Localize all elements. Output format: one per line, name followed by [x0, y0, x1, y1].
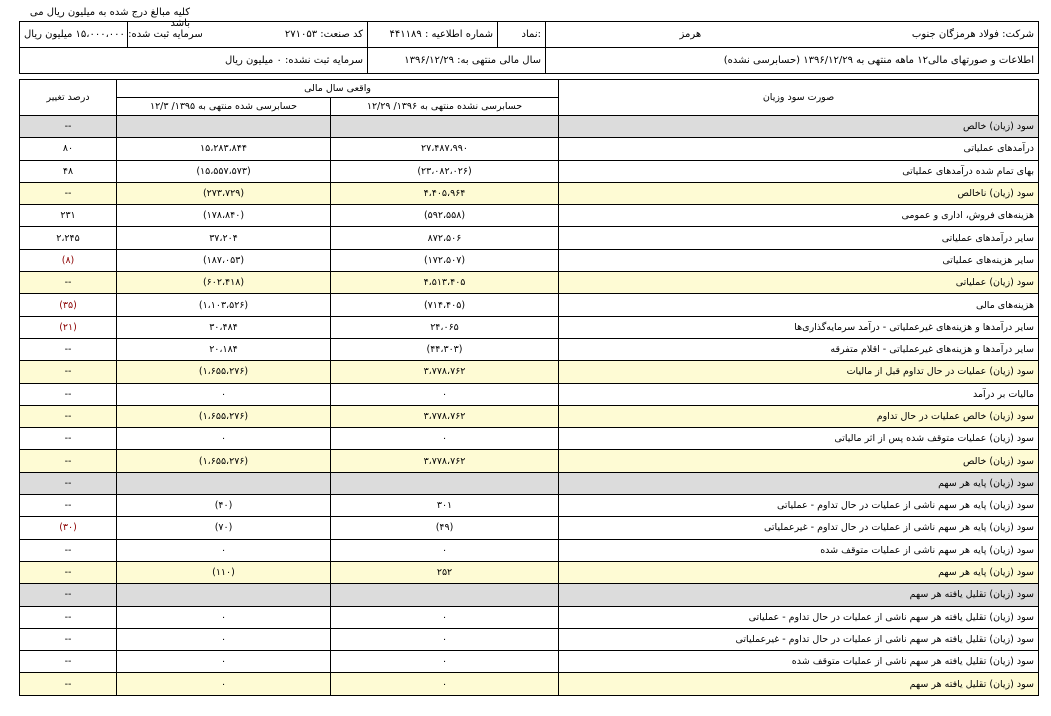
cell-previous: ۰ [117, 628, 331, 650]
cell-previous: (۱۱۰) [117, 561, 331, 583]
cell-current: (۴۴،۳۰۳) [331, 338, 559, 360]
cell-current [331, 472, 559, 494]
cell-previous: (۱۸۷،۰۵۳) [117, 249, 331, 271]
cell-label: سایر درآمدهای عملیاتی [559, 227, 1039, 249]
cell-current [331, 584, 559, 606]
cell-label: سود (زیان) خالص [559, 116, 1039, 138]
cell-previous: (۷۰) [117, 517, 331, 539]
table-row [20, 182, 1039, 204]
cell-current: ۰ [331, 606, 559, 628]
table-row [20, 561, 1039, 583]
cell-label: سود (زیان) عملیات متوقف شده پس از اثر مالیاتی [559, 428, 1039, 450]
cell-current [331, 116, 559, 138]
col-header-title: صورت سود وزیان [559, 80, 1039, 116]
cell-label: سود (زیان) پایه هر سهم ناشی از عملیات متوقف شده [559, 539, 1039, 561]
cell-label: سود (زیان) ناخالص [559, 182, 1039, 204]
cell-current: ۲۴،۰۶۵ [331, 316, 559, 338]
cell-previous: (۱۵،۵۵۷،۵۷۳) [117, 160, 331, 182]
table-row [20, 673, 1039, 695]
cell-current: ۲۵۲ [331, 561, 559, 583]
cell-current: (۷۱۴،۴۰۵) [331, 294, 559, 316]
cell-current: ۰ [331, 628, 559, 650]
unregistered-capital-cell [20, 48, 368, 74]
cell-label: سود (زیان) پایه هر سهم ناشی از عملیات در حال تداوم - عملیاتی [559, 495, 1039, 517]
cell-current: (۲۳،۰۸۲،۰۲۶) [331, 160, 559, 182]
company-cell [546, 22, 1039, 48]
cell-change: -- [20, 428, 117, 450]
cell-change: -- [20, 584, 117, 606]
table-row [20, 539, 1039, 561]
cell-previous: ۰ [117, 673, 331, 695]
cell-previous [117, 116, 331, 138]
cell-previous [117, 584, 331, 606]
cell-previous: ۰ [117, 651, 331, 673]
table-row [20, 160, 1039, 182]
cell-label: سود (زیان) خالص عملیات در حال تداوم [559, 405, 1039, 427]
cell-change: -- [20, 361, 117, 383]
table-row [20, 472, 1039, 494]
cell-current: (۵۹۲،۵۵۸) [331, 205, 559, 227]
report-title: اطلاعات و صورتهای مالی۱۲ ماهه منتهی به ۱۳۹۶/۱۲/۲۹ (حسابرسی نشده) [546, 48, 1039, 74]
cell-previous: (۱،۱۰۳،۵۲۶) [117, 294, 331, 316]
cell-previous [117, 472, 331, 494]
table-row [20, 405, 1039, 427]
table-row [20, 361, 1039, 383]
symbol-value: هرمز [679, 29, 702, 40]
cell-change: -- [20, 182, 117, 204]
table-row [20, 651, 1039, 673]
cell-label: سود (زیان) عملیات در حال تداوم قبل از مالیات [559, 361, 1039, 383]
cell-label: سود (زیان) تقلیل یافته هر سهم [559, 584, 1039, 606]
table-row [20, 428, 1039, 450]
cell-change: -- [20, 272, 117, 294]
cell-previous: (۴۰) [117, 495, 331, 517]
cell-change: -- [20, 606, 117, 628]
cell-change: -- [20, 472, 117, 494]
cell-change: -- [20, 673, 117, 695]
cell-current: (۴۹) [331, 517, 559, 539]
table-row [20, 628, 1039, 650]
table-row [20, 249, 1039, 271]
cell-previous: ۰ [117, 383, 331, 405]
cell-previous: ۲۰،۱۸۴ [117, 338, 331, 360]
cell-current: ۰ [331, 673, 559, 695]
cell-current: ۳،۷۷۸،۷۶۲ [331, 405, 559, 427]
industry-code: کد صنعت: ۲۷۱۰۵۳ [128, 22, 368, 48]
info-number: شماره اطلاعیه : ۴۴۱۱۸۹ [368, 22, 498, 48]
table-row [20, 205, 1039, 227]
cell-label: مالیات بر درآمد [559, 383, 1039, 405]
cell-label: هزینه‌های مالی [559, 294, 1039, 316]
cell-label: سایر هزینه‌های عملیاتی [559, 249, 1039, 271]
cell-current: ۳،۷۷۸،۷۶۲ [331, 361, 559, 383]
table-row [20, 495, 1039, 517]
amounts-unit-note: کلیه مبالغ درج شده به میلیون ریال می باشد [29, 7, 190, 29]
cell-change: -- [20, 539, 117, 561]
report-header [19, 21, 1039, 74]
cell-current: (۱۷۲،۵۰۷) [331, 249, 559, 271]
cell-label: سود (زیان) خالص [559, 450, 1039, 472]
col-header-change: درصد تغییر [20, 80, 117, 116]
table-row [20, 294, 1039, 316]
cell-label: بهای تمام شده درآمدهای عملیاتی [559, 160, 1039, 182]
cell-current: ۰ [331, 428, 559, 450]
cell-previous: (۱،۶۵۵،۲۷۶) [117, 405, 331, 427]
table-row [20, 116, 1039, 138]
registered-capital: سرمایه ثبت شده: ۱۵،۰۰۰،۰۰۰ میلیون ریال [20, 22, 128, 48]
table-row [20, 338, 1039, 360]
cell-current: ۰ [331, 651, 559, 673]
cell-label: سود (زیان) عملیاتی [559, 272, 1039, 294]
cell-change: -- [20, 383, 117, 405]
cell-change: (۸) [20, 249, 117, 271]
table-row [20, 383, 1039, 405]
table-row [20, 584, 1039, 606]
cell-change: -- [20, 495, 117, 517]
cell-label: سود (زیان) تقلیل یافته هر سهم ناشی از عملیات در حال تداوم - عملیاتی [559, 606, 1039, 628]
unregistered-capital: سرمایه ثبت نشده: ۰ میلیون ریال [224, 55, 363, 66]
cell-previous: (۶۰۲،۴۱۸) [117, 272, 331, 294]
col-header-current: حسابرسی نشده منتهی به ۱۳۹۶/ ۱۲/۲۹ [331, 98, 559, 116]
cell-previous: (۱،۶۵۵،۲۷۶) [117, 361, 331, 383]
cell-previous: (۱۷۸،۸۴۰) [117, 205, 331, 227]
cell-change: (۳۵) [20, 294, 117, 316]
cell-change: ۲۳۱ [20, 205, 117, 227]
cell-change: ۸۰ [20, 138, 117, 160]
cell-previous: ۳۰،۴۸۴ [117, 316, 331, 338]
table-row [20, 606, 1039, 628]
cell-change: -- [20, 450, 117, 472]
cell-change: -- [20, 628, 117, 650]
cell-previous: ۱۵،۲۸۳،۸۴۴ [117, 138, 331, 160]
cell-current: ۲۷،۴۸۷،۹۹۰ [331, 138, 559, 160]
cell-change: ۲،۲۴۵ [20, 227, 117, 249]
table-row [20, 138, 1039, 160]
cell-label: سایر درآمدها و هزینه‌های غیرعملیاتی - اقلام متفرقه [559, 338, 1039, 360]
cell-label: سایر درآمدها و هزینه‌های غیرعملیاتی - درآمد سرمایه‌گذاری‌ها [559, 316, 1039, 338]
table-body [20, 116, 1039, 696]
cell-current: ۴،۵۱۳،۴۰۵ [331, 272, 559, 294]
cell-change: ۴۸ [20, 160, 117, 182]
cell-previous: ۰ [117, 428, 331, 450]
cell-label: درآمدهای عملیاتی [559, 138, 1039, 160]
table-row [20, 316, 1039, 338]
cell-label: سود (زیان) تقلیل یافته هر سهم ناشی از عملیات در حال تداوم - غیرعملیاتی [559, 628, 1039, 650]
cell-change: -- [20, 338, 117, 360]
cell-change: -- [20, 116, 117, 138]
cell-change: -- [20, 651, 117, 673]
cell-previous: ۰ [117, 539, 331, 561]
cell-current: ۳،۷۷۸،۷۶۲ [331, 450, 559, 472]
table-row [20, 517, 1039, 539]
cell-previous: (۱،۶۵۵،۲۷۶) [117, 450, 331, 472]
cell-current: ۰ [331, 539, 559, 561]
cell-current: ۴،۴۰۵،۹۶۴ [331, 182, 559, 204]
company-name: شرکت: فولاد هرمزگان جنوب [911, 29, 1034, 40]
cell-label: سود (زیان) پایه هر سهم ناشی از عملیات در حال تداوم - غیرعملیاتی [559, 517, 1039, 539]
cell-change: (۲۱) [20, 316, 117, 338]
cell-change: (۳۰) [20, 517, 117, 539]
symbol-label [498, 22, 546, 48]
col-header-group: واقعی سال مالی [117, 80, 559, 98]
cell-label: سود (زیان) تقلیل یافته هر سهم [559, 673, 1039, 695]
cell-previous: (۲۷۳،۷۲۹) [117, 182, 331, 204]
cell-label: هزینه‌های فروش، اداری و عمومی [559, 205, 1039, 227]
cell-label: سود (زیان) پایه هر سهم [559, 472, 1039, 494]
cell-current: ۸۷۲،۵۰۶ [331, 227, 559, 249]
cell-previous: ۳۷،۲۰۴ [117, 227, 331, 249]
cell-label: سود (زیان) پایه هر سهم [559, 561, 1039, 583]
income-statement-table [19, 79, 1039, 696]
cell-label: سود (زیان) تقلیل یافته هر سهم ناشی از عملیات متوقف شده [559, 651, 1039, 673]
cell-previous: ۰ [117, 606, 331, 628]
cell-change: -- [20, 561, 117, 583]
cell-current: ۳۰۱ [331, 495, 559, 517]
table-row [20, 227, 1039, 249]
cell-current: ۰ [331, 383, 559, 405]
table-row [20, 272, 1039, 294]
table-row [20, 450, 1039, 472]
fiscal-year-end: سال مالی منتهی به: ۱۳۹۶/۱۲/۲۹ [368, 48, 546, 74]
col-header-previous: حسابرسی شده منتهی به ۱۳۹۵/ ۱۲/۳ [117, 98, 331, 116]
cell-change: -- [20, 405, 117, 427]
symbol-label-text: نماد: [521, 29, 541, 40]
